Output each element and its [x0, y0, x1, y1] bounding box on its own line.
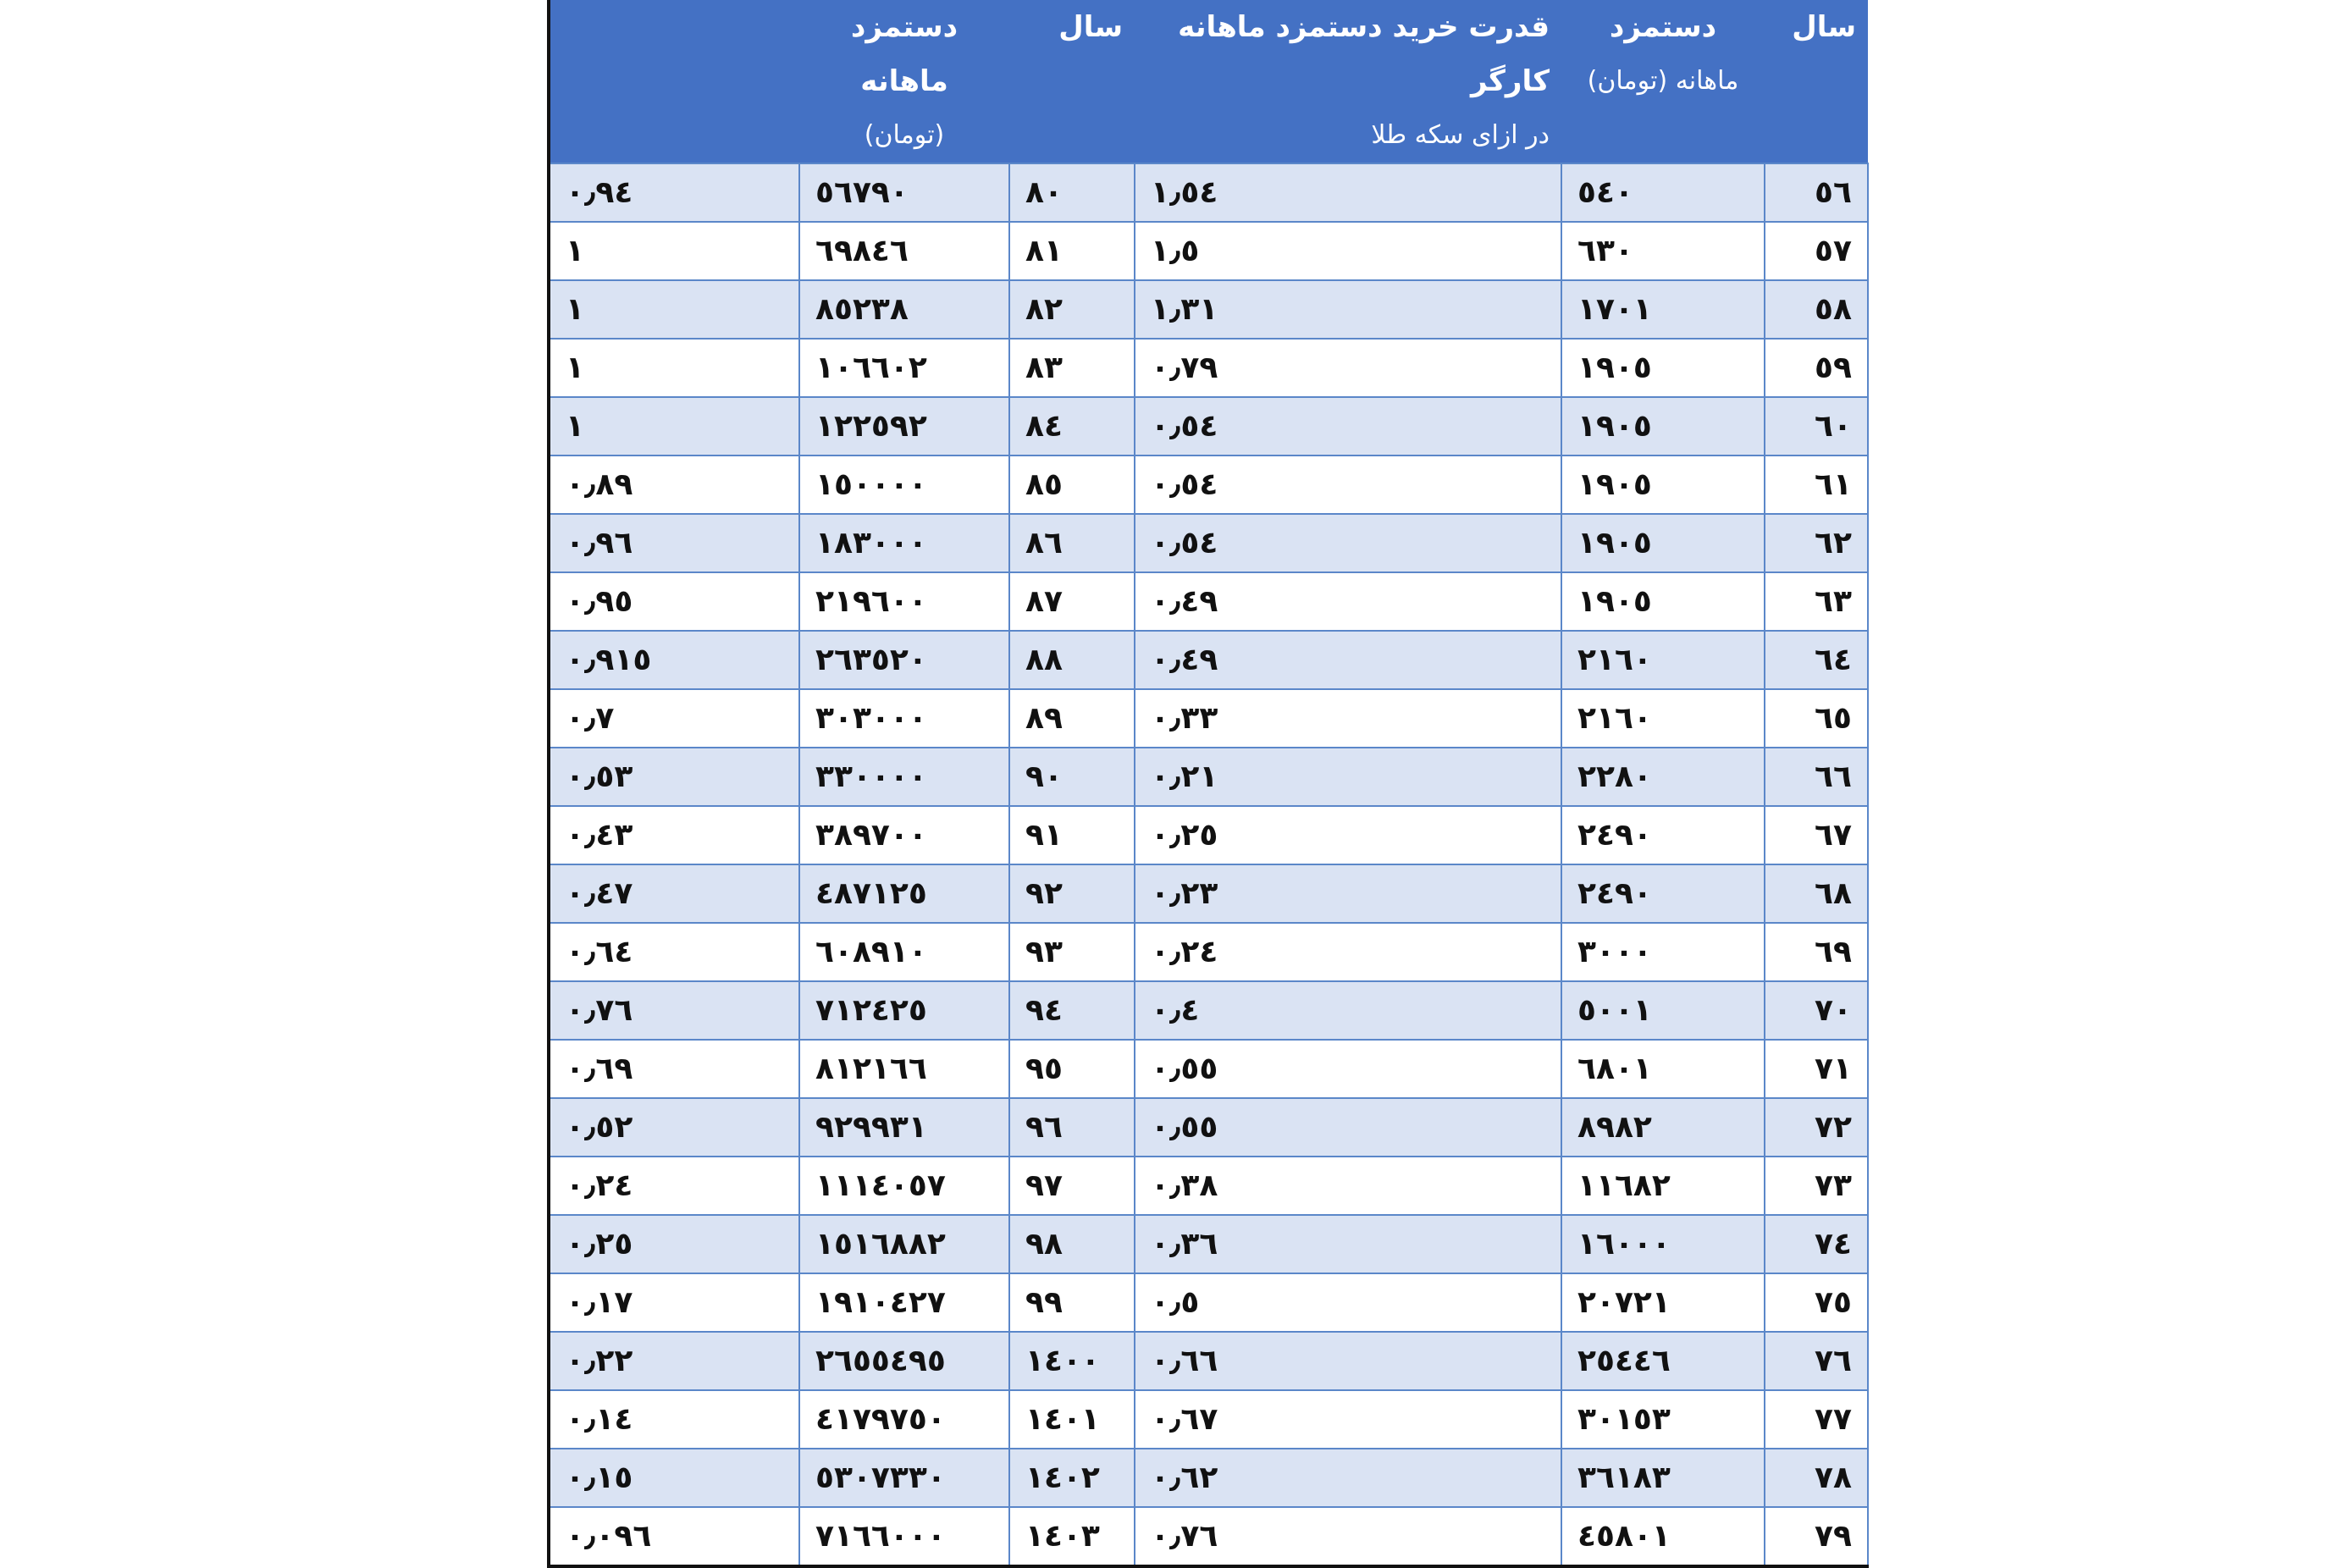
cell-power-2: ٠٫٢٤: [549, 1157, 799, 1215]
cell-year-1: ٦٢: [1765, 514, 1868, 572]
cell-wage-1: ٤٥٨٠١: [1561, 1507, 1765, 1566]
cell-wage-1: ٣٠١٥٣: [1561, 1390, 1765, 1449]
cell-wage-1: ١٩٠٥: [1561, 514, 1765, 572]
cell-wage-2: ٥٣٠٧٣٣٠: [799, 1449, 1009, 1507]
header-power-2: [549, 0, 799, 163]
cell-wage-1: ١٧٠١: [1561, 280, 1765, 339]
cell-year-1: ٦٤: [1765, 631, 1868, 689]
cell-power-1: ٠٫٥٥: [1135, 1098, 1561, 1157]
cell-wage-2: ٤٨٧١٢٥: [799, 864, 1009, 923]
table-row: [549, 1040, 1868, 1098]
cell-wage-1: ٢٥٤٤٦: [1561, 1332, 1765, 1390]
header-row: [549, 0, 1868, 163]
cell-power-1: ٠٫٤٩: [1135, 631, 1561, 689]
wage-table: [547, 0, 1869, 1568]
cell-wage-2: ٦٠٨٩١٠: [799, 923, 1009, 981]
table-row: [549, 572, 1868, 631]
cell-year-1: ٧٧: [1765, 1390, 1868, 1449]
table-row: [549, 806, 1868, 864]
cell-power-2: ٠٫٤٧: [549, 864, 799, 923]
cell-year-1: ٧٢: [1765, 1098, 1868, 1157]
table-row: [549, 280, 1868, 339]
cell-power-1: ٠٫٢٥: [1135, 806, 1561, 864]
header-power-1-sub: در ازای سکه طلا: [1371, 120, 1550, 150]
cell-wage-1: ٢٤٩٠: [1561, 864, 1765, 923]
cell-wage-2: ١٠٦٦٠٢: [799, 339, 1009, 397]
cell-power-1: ٠٫٥٥: [1135, 1040, 1561, 1098]
cell-power-2: ٠٫٨٩: [549, 455, 799, 514]
table-row: [549, 222, 1868, 280]
cell-wage-2: ١٥٠٠٠٠: [799, 455, 1009, 514]
cell-power-1: ٠٫٦٢: [1135, 1449, 1561, 1507]
cell-year-2: ٩٨: [1009, 1215, 1135, 1273]
cell-power-2: ١: [549, 280, 799, 339]
cell-wage-2: ١٥١٦٨٨٢: [799, 1215, 1009, 1273]
cell-wage-1: ٥٤٠: [1561, 163, 1765, 222]
table-row: [549, 163, 1868, 222]
cell-power-2: ٠٫٩٦: [549, 514, 799, 572]
cell-power-1: ٠٫٤٩: [1135, 572, 1561, 631]
cell-year-2: ٨٢: [1009, 280, 1135, 339]
cell-power-2: ٠٫٢٥: [549, 1215, 799, 1273]
cell-wage-2: ١١١٤٠٥٧: [799, 1157, 1009, 1215]
cell-year-2: ٩٩: [1009, 1273, 1135, 1332]
cell-wage-2: ٧١٦٦٠٠٠: [799, 1507, 1009, 1566]
cell-power-1: ٠٫٥٤: [1135, 514, 1561, 572]
cell-year-2: ٨٧: [1009, 572, 1135, 631]
cell-year-2: ٩٥: [1009, 1040, 1135, 1098]
cell-power-2: ٠٫٩٥: [549, 572, 799, 631]
cell-power-1: ٠٫٢١: [1135, 748, 1561, 806]
cell-power-2: ٠٫٩١٥: [549, 631, 799, 689]
cell-year-2: ٩٠: [1009, 748, 1135, 806]
cell-wage-2: ٥٦٧٩٠: [799, 163, 1009, 222]
cell-wage-1: ٥٠٠١: [1561, 981, 1765, 1040]
table-row: [549, 923, 1868, 981]
cell-power-1: ٠٫٥٤: [1135, 455, 1561, 514]
cell-wage-2: ١٩١٠٤٢٧: [799, 1273, 1009, 1332]
cell-wage-1: ١٩٠٥: [1561, 339, 1765, 397]
cell-wage-2: ٢٦٣٥٢٠: [799, 631, 1009, 689]
header-wage-2-unit: (تومان): [864, 120, 945, 150]
cell-wage-1: ٢٠٧٢١: [1561, 1273, 1765, 1332]
cell-year-1: ٦٩: [1765, 923, 1868, 981]
cell-year-1: ٥٩: [1765, 339, 1868, 397]
cell-wage-1: ٨٩٨٢: [1561, 1098, 1765, 1157]
cell-year-2: ٨٩: [1009, 689, 1135, 748]
cell-wage-2: ٣٨٩٧٠٠: [799, 806, 1009, 864]
cell-year-2: ٩١: [1009, 806, 1135, 864]
cell-year-1: ٧٥: [1765, 1273, 1868, 1332]
cell-power-1: ٠٫٣٣: [1135, 689, 1561, 748]
cell-power-2: ٠٫١٧: [549, 1273, 799, 1332]
table-row: [549, 631, 1868, 689]
cell-year-2: ٩٢: [1009, 864, 1135, 923]
cell-wage-1: ٦٨٠١: [1561, 1040, 1765, 1098]
cell-year-2: ٩٧: [1009, 1157, 1135, 1215]
table-row: [549, 1215, 1868, 1273]
table-row: [549, 981, 1868, 1040]
cell-power-1: ٠٫٢٤: [1135, 923, 1561, 981]
cell-power-2: ٠٫٧٦: [549, 981, 799, 1040]
cell-year-1: ٧١: [1765, 1040, 1868, 1098]
table-row: [549, 1449, 1868, 1507]
cell-power-1: ٠٫٤: [1135, 981, 1561, 1040]
cell-wage-2: ٢٦٥٥٤٩٥: [799, 1332, 1009, 1390]
cell-power-2: ٠٫٤٣: [549, 806, 799, 864]
table-row: [549, 455, 1868, 514]
cell-year-1: ٦٦: [1765, 748, 1868, 806]
cell-power-2: ٠٫١٤: [549, 1390, 799, 1449]
cell-power-2: ١: [549, 397, 799, 455]
cell-year-1: ٦٧: [1765, 806, 1868, 864]
cell-wage-1: ٢٢٨٠: [1561, 748, 1765, 806]
cell-wage-1: ١٩٠٥: [1561, 455, 1765, 514]
cell-year-1: ٦٣: [1765, 572, 1868, 631]
cell-power-1: ٠٫٥: [1135, 1273, 1561, 1332]
cell-power-1: ٠٫٧٩: [1135, 339, 1561, 397]
cell-year-2: ٨٨: [1009, 631, 1135, 689]
cell-power-2: ٠٫٥٢: [549, 1098, 799, 1157]
table-row: [549, 1390, 1868, 1449]
cell-power-2: ٠٫٧: [549, 689, 799, 748]
cell-wage-1: ١٩٠٥: [1561, 572, 1765, 631]
cell-wage-1: ٢١٦٠: [1561, 631, 1765, 689]
cell-wage-1: ٣٦١٨٣: [1561, 1449, 1765, 1507]
cell-year-1: ٧٩: [1765, 1507, 1868, 1566]
cell-power-1: ٠٫٣٦: [1135, 1215, 1561, 1273]
cell-year-2: ١٤٠٣: [1009, 1507, 1135, 1566]
cell-year-2: ٨٤: [1009, 397, 1135, 455]
cell-year-2: ٩٣: [1009, 923, 1135, 981]
table-row: [549, 339, 1868, 397]
cell-year-2: ٨٥: [1009, 455, 1135, 514]
cell-year-1: ٦٥: [1765, 689, 1868, 748]
cell-year-1: ٧٤: [1765, 1215, 1868, 1273]
cell-power-1: ٠٫٦٧: [1135, 1390, 1561, 1449]
cell-year-2: ٨٦: [1009, 514, 1135, 572]
cell-wage-2: ٣٠٣٠٠٠: [799, 689, 1009, 748]
cell-year-1: ٧٣: [1765, 1157, 1868, 1215]
cell-power-1: ٠٫٢٣: [1135, 864, 1561, 923]
cell-year-1: ٦٠: [1765, 397, 1868, 455]
header-wage-2: دستمزد ماهانه (تومان): [799, 0, 1009, 163]
table-row: [549, 1157, 1868, 1215]
cell-power-2: ٠٫٥٣: [549, 748, 799, 806]
cell-wage-2: ٤١٧٩٧٥٠: [799, 1390, 1009, 1449]
cell-wage-1: ١٦٠٠٠: [1561, 1215, 1765, 1273]
cell-power-1: ٠٫٧٦: [1135, 1507, 1561, 1566]
table-row: [549, 1507, 1868, 1566]
cell-power-2: ١: [549, 339, 799, 397]
cell-wage-1: ٣٠٠٠: [1561, 923, 1765, 981]
cell-year-1: ٧٦: [1765, 1332, 1868, 1390]
cell-year-2: ١٤٠١: [1009, 1390, 1135, 1449]
cell-year-2: ٩٦: [1009, 1098, 1135, 1157]
cell-power-2: ٠٫٦٤: [549, 923, 799, 981]
table-row: [549, 864, 1868, 923]
cell-power-1: ١٫٥٤: [1135, 163, 1561, 222]
cell-wage-2: ٨٥٢٣٨: [799, 280, 1009, 339]
cell-wage-2: ٩٢٩٩٣١: [799, 1098, 1009, 1157]
table-row: [549, 1098, 1868, 1157]
cell-power-1: ٠٫٣٨: [1135, 1157, 1561, 1215]
cell-power-2: ٠٫١٥: [549, 1449, 799, 1507]
cell-year-1: ٥٨: [1765, 280, 1868, 339]
cell-power-2: ٠٫٩٤: [549, 163, 799, 222]
cell-year-1: ٧٠: [1765, 981, 1868, 1040]
cell-year-2: ١٤٠٢: [1009, 1449, 1135, 1507]
table-row: [549, 748, 1868, 806]
cell-wage-2: ٨١٢١٦٦: [799, 1040, 1009, 1098]
cell-year-1: ٥٦: [1765, 163, 1868, 222]
cell-wage-1: ١١٦٨٢: [1561, 1157, 1765, 1215]
header-wage-1-unit: ماهانه (تومان): [1587, 66, 1739, 96]
cell-power-1: ١٫٣١: [1135, 280, 1561, 339]
cell-power-2: ٠٫٠٩٦: [549, 1507, 799, 1566]
table-header: [549, 0, 1868, 163]
table-row: [549, 1332, 1868, 1390]
cell-wage-2: ٦٩٨٤٦: [799, 222, 1009, 280]
cell-power-2: ١: [549, 222, 799, 280]
cell-year-2: ٨١: [1009, 222, 1135, 280]
cell-wage-1: ٦٣٠: [1561, 222, 1765, 280]
cell-year-1: ٥٧: [1765, 222, 1868, 280]
cell-wage-2: ١٨٣٠٠٠: [799, 514, 1009, 572]
cell-power-2: ٠٫٦٩: [549, 1040, 799, 1098]
cell-power-1: ١٫٥: [1135, 222, 1561, 280]
cell-year-2: ٨٣: [1009, 339, 1135, 397]
cell-year-2: ١٤٠٠: [1009, 1332, 1135, 1390]
table-body: [549, 163, 1868, 1566]
cell-power-1: ٠٫٦٦: [1135, 1332, 1561, 1390]
cell-year-1: ٦١: [1765, 455, 1868, 514]
cell-year-1: ٧٨: [1765, 1449, 1868, 1507]
cell-wage-2: ٢١٩٦٠٠: [799, 572, 1009, 631]
header-power-1: قدرت خرید دستمزد ماهانه کارگر در ازای سکه طلا: [1135, 0, 1561, 163]
cell-wage-2: ٣٣٠٠٠٠: [799, 748, 1009, 806]
cell-power-2: ٠٫٢٢: [549, 1332, 799, 1390]
table-row: [549, 689, 1868, 748]
table-row: [549, 1273, 1868, 1332]
table-row: [549, 397, 1868, 455]
cell-year-2: ٩٤: [1009, 981, 1135, 1040]
cell-year-2: ٨٠: [1009, 163, 1135, 222]
cell-wage-2: ٧١٢٤٢٥: [799, 981, 1009, 1040]
cell-year-1: ٦٨: [1765, 864, 1868, 923]
header-year-2: سال: [1009, 0, 1135, 163]
table-row: [549, 514, 1868, 572]
cell-wage-1: ٢١٦٠: [1561, 689, 1765, 748]
cell-wage-1: ٢٤٩٠: [1561, 806, 1765, 864]
header-wage-1: دستمزد ماهانه (تومان): [1561, 0, 1765, 163]
cell-wage-2: ١٢٢٥٩٢: [799, 397, 1009, 455]
cell-power-1: ٠٫٥٤: [1135, 397, 1561, 455]
header-year-1: سال: [1765, 0, 1868, 163]
cell-wage-1: ١٩٠٥: [1561, 397, 1765, 455]
